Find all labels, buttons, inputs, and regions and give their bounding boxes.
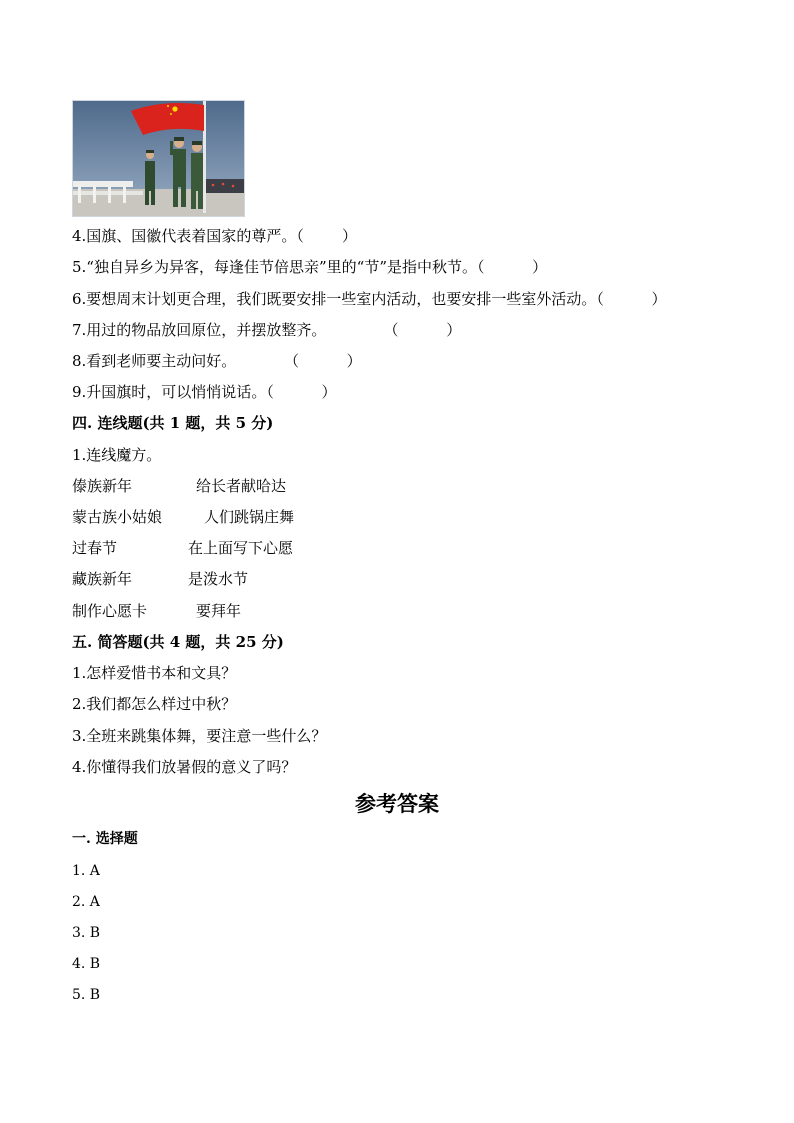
judge-item-9: 9.升国旗时，可以悄悄说话。（ ） [72,383,337,401]
answer-item: 5. B [72,987,101,1003]
matching-right-item: 在上面写下心愿 [188,539,294,557]
answer-item: 3. B [72,925,101,941]
short-answer-question: 3.全班来跳集体舞，要注意一些什么？ [72,727,327,745]
matching-right-item: 给长者献哈达 [196,477,287,495]
short-answer-question: 1.怎样爱惜书本和文具？ [72,664,237,682]
answer-section-heading: 一. 选择题 [72,831,138,847]
answer-key-title: 参考答案 [355,791,439,816]
matching-left-item: 藏族新年 [72,570,133,588]
flag-raising-photo [72,100,245,217]
matching-left-item: 傣族新年 [72,477,133,495]
answer-item: 4. B [72,956,101,972]
matching-right-item: 要拜年 [196,602,242,620]
matching-left-item: 过春节 [72,539,118,557]
matching-left-item: 蒙古族小姑娘 [72,508,163,526]
answer-item: 1. A [72,863,100,879]
judge-item-8: 8.看到老师要主动问好。 （ ） [72,352,362,370]
judge-item-6: 6.要想周末计划更合理，我们既要安排一些室内活动，也要安排一些室外活动。（ ） [72,290,667,308]
judge-item-5: 5.“独自异乡为异客，每逢佳节倍思亲”里的“节”是指中秋节。（ ） [72,258,548,276]
short-answer-question: 4.你懂得我们放暑假的意义了吗？ [72,758,297,776]
judge-item-4: 4.国旗、国徽代表着国家的尊严。（ ） [72,227,357,245]
answer-item: 2. A [72,894,100,910]
judge-item-7: 7.用过的物品放回原位，并摆放整齐。 （ ） [72,321,462,339]
section-heading-matching: 四. 连线题(共 1 题，共 5 分) [72,414,274,432]
matching-right-item: 人们跳锅庄舞 [204,508,295,526]
section-heading-short-answer: 五. 简答题(共 4 题，共 25 分) [72,633,284,651]
matching-right-item: 是泼水节 [188,570,249,588]
matching-question: 1.连线魔方。 [72,446,162,464]
matching-left-item: 制作心愿卡 [72,602,148,620]
short-answer-question: 2.我们都怎么样过中秋？ [72,695,237,713]
